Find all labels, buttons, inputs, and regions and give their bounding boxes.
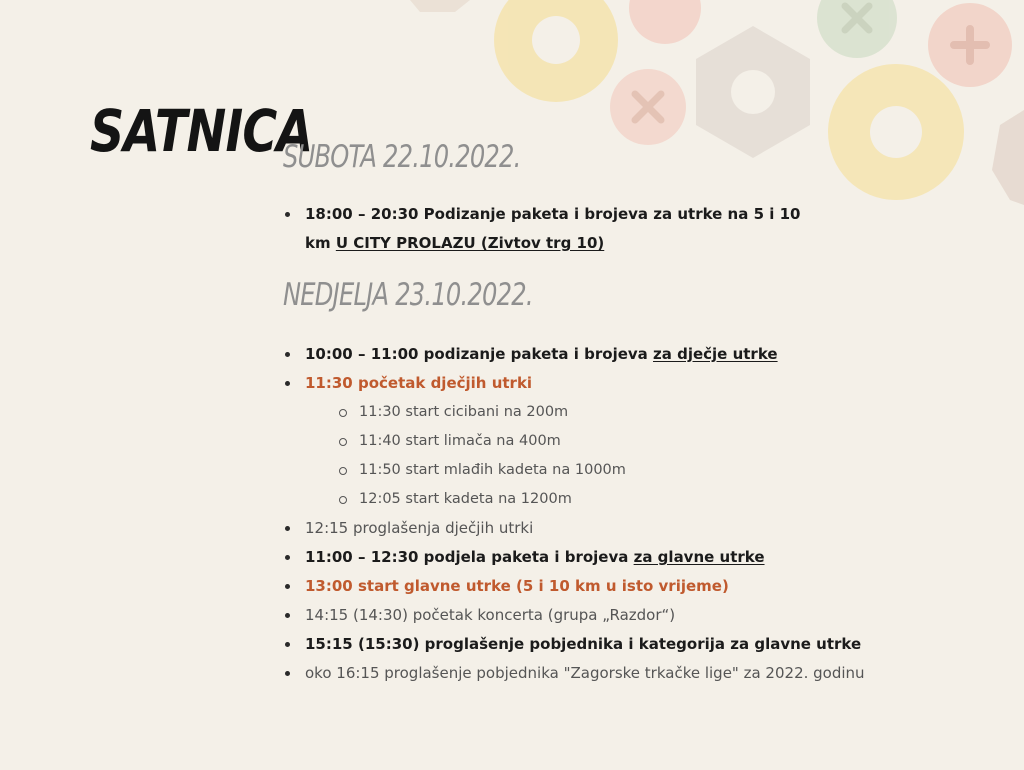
sunday-heading: NEDJELJA 23.10.2022. (283, 277, 533, 313)
schedule-text: 11:00 – 12:30 podjela paketa i brojeva (305, 548, 634, 566)
list-item: 13:00 start glavne utrke (5 i 10 km u isto vrijeme) (283, 572, 923, 601)
sunday-schedule (283, 340, 923, 688)
location-link[interactable]: U CITY PROLAZU (Zivtov trg 10) (335, 234, 605, 252)
schedule-text: 11:30 početak dječjih utrki (305, 374, 533, 392)
list-item (283, 369, 923, 514)
kids-races-link[interactable]: za dječje utrke (653, 345, 778, 363)
list-item: 12:15 proglašenja dječjih utrki (283, 514, 923, 543)
saturday-schedule (283, 200, 803, 258)
sub-list-item: 11:40 start limača na 400m (339, 427, 923, 456)
list-item (283, 543, 923, 572)
kids-schedule (305, 398, 923, 514)
saturday-heading: SUBOTA 22.10.2022. (283, 139, 521, 175)
list-item (283, 200, 803, 258)
sub-list-item: 12:05 start kadeta na 1200m (339, 485, 923, 514)
schedule-text: 18:00 – 20:30 Podizanje paketa i brojeva za utrke na 5 i 10 km (305, 205, 801, 252)
main-races-link[interactable]: za glavne utrke (633, 548, 765, 566)
schedule-text: 10:00 – 11:00 podizanje paketa i brojeva (305, 345, 654, 363)
sub-list-item: 11:30 start cicibani na 200m (339, 398, 923, 427)
list-item: 14:15 (14:30) početak koncerta (grupa „Razdor“) (283, 601, 923, 630)
list-item: oko 16:15 proglašenje pobjednika "Zagorske trkačke lige" za 2022. godinu (283, 659, 923, 688)
list-item (283, 340, 923, 369)
page-title: SATNICA (90, 97, 313, 165)
sub-list-item: 11:50 start mlađih kadeta na 1000m (339, 456, 923, 485)
list-item: 15:15 (15:30) proglašenje pobjednika i kategorija za glavne utrke (283, 630, 923, 659)
